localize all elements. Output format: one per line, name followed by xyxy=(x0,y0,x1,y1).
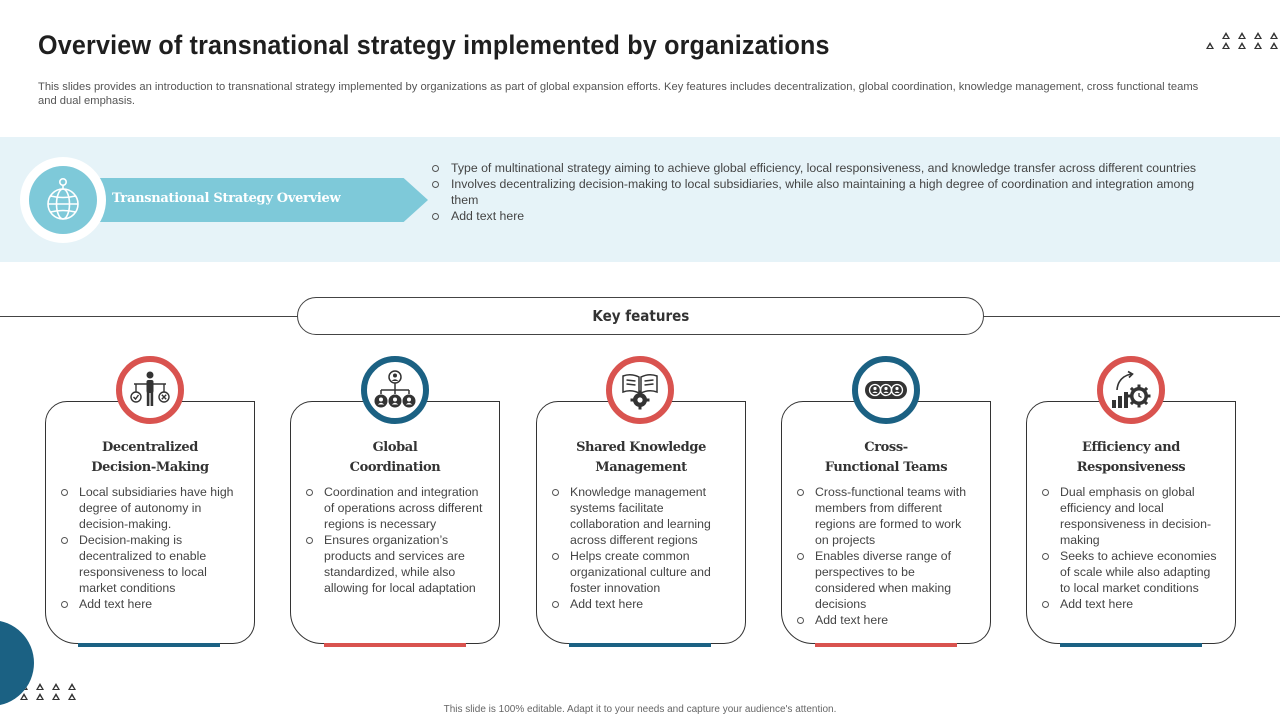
growth-gear-icon xyxy=(1097,356,1165,424)
card-accent-bar xyxy=(815,643,957,647)
overview-bullet: Involves decentralizing decision-making to local subsidiaries, while also maintaining a high degree of coordination and integration among them xyxy=(432,176,1222,208)
overview-label: Transnational Strategy Overview xyxy=(112,191,341,206)
page-subtitle: This slides provides an introduction to transnational strategy implemented by organizations as part of global expansion efforts. Key features includes decentralization, global coordination, knowledge management, cross functional teams and dual emphasis. xyxy=(38,81,1199,107)
triangle-pattern-top-right xyxy=(1206,32,1280,49)
card-bullet: Helps create common organizational culture and foster innovation xyxy=(552,548,732,596)
card-bullet: Cross-functional teams with members from different regions are formed to work on projects xyxy=(797,484,977,548)
card-bullet: Ensures organization’s products and services are standardized, while also allowing for local adaptation xyxy=(306,532,486,596)
card-bullets xyxy=(306,484,486,596)
card-bullet: Add text here xyxy=(797,612,977,628)
card-bullet: Add text here xyxy=(1042,596,1222,612)
card-accent-bar xyxy=(569,643,711,647)
card-title xyxy=(290,438,500,478)
card-title-line: Management xyxy=(595,460,687,475)
globe-pin-icon xyxy=(29,166,97,234)
overview-bullet: Type of multinational strategy aiming to achieve global efficiency, local responsiveness, and knowledge transfer across different countries xyxy=(432,160,1222,176)
card-title-line: Global xyxy=(372,440,418,455)
card-title-line: Coordination xyxy=(349,460,441,475)
card-bullet: Add text here xyxy=(61,596,237,612)
person-balance-icon xyxy=(116,356,184,424)
team-group-icon xyxy=(852,356,920,424)
card-title-line: Decentralized xyxy=(102,440,198,455)
card-title-line: Functional Teams xyxy=(824,460,948,475)
card-title-line: Efficiency and xyxy=(1082,440,1180,455)
org-network-icon xyxy=(361,356,429,424)
card-bullets xyxy=(61,484,237,612)
card-bullet: Add text here xyxy=(552,596,732,612)
card-bullets xyxy=(1042,484,1222,612)
key-features-label: Key features xyxy=(592,307,689,325)
card-bullet: Dual emphasis on global efficiency and local responsiveness in decision-making xyxy=(1042,484,1222,548)
card-title-line: Cross- xyxy=(864,440,908,455)
overview-bullets xyxy=(432,160,1222,224)
card-bullet: Coordination and integration of operations across different regions is necessary xyxy=(306,484,486,532)
footer-note: This slide is 100% editable. Adapt it to your needs and capture your audience's attention. xyxy=(443,704,837,715)
card-bullet: Seeks to achieve economies of scale while also adapting to local market conditions xyxy=(1042,548,1222,596)
card-bullet: Knowledge management systems facilitate collaboration and learning across different regions xyxy=(552,484,732,548)
card-bullets xyxy=(552,484,732,612)
card-title xyxy=(45,438,255,478)
book-gear-icon xyxy=(606,356,674,424)
card-bullet: Decision-making is decentralized to enable responsiveness to local market conditions xyxy=(61,532,237,596)
card-accent-bar xyxy=(78,643,220,647)
card-bullet: Local subsidiaries have high degree of autonomy in decision-making. xyxy=(61,484,237,532)
card-title-line: Shared Knowledge xyxy=(576,440,706,455)
card-accent-bar xyxy=(324,643,466,647)
key-features-header xyxy=(297,297,984,335)
card-title xyxy=(1026,438,1236,478)
card-title xyxy=(536,438,746,478)
overview-bullet: Add text here xyxy=(432,208,1222,224)
card-bullet: Enables diverse range of perspectives to be considered when making decisions xyxy=(797,548,977,612)
card-title-line: Decision-Making xyxy=(91,460,209,475)
card-title xyxy=(781,438,991,478)
card-accent-bar xyxy=(1060,643,1202,647)
card-title-line: Responsiveness xyxy=(1076,460,1186,475)
card-bullets xyxy=(797,484,977,628)
page-title: Overview of transnational strategy implemented by organizations xyxy=(38,30,830,60)
